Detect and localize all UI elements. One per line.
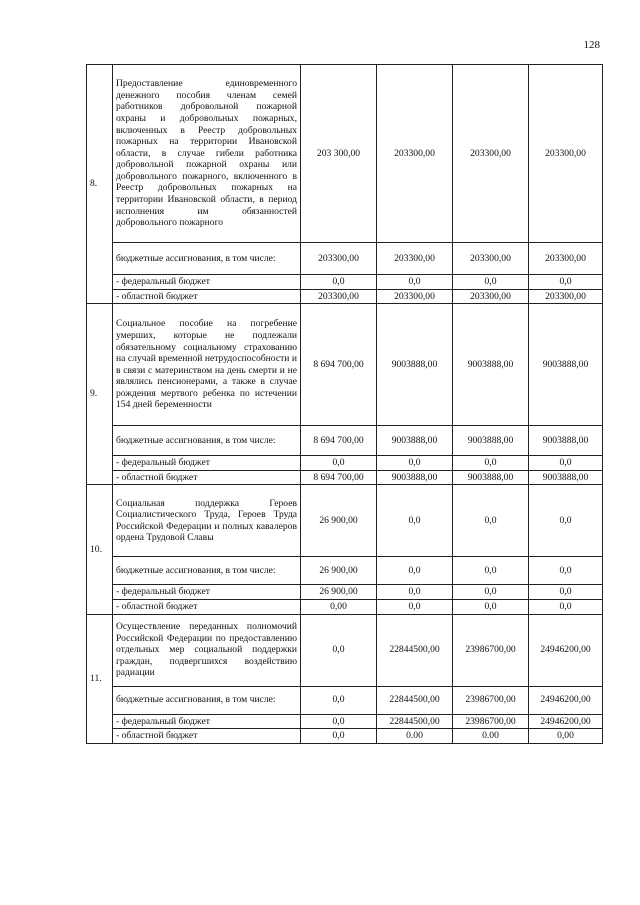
- amount-cell: 24946200,00: [529, 714, 603, 729]
- budget-line-label: - областной бюджет: [113, 729, 301, 744]
- amount-cell: 8 694 700,00: [301, 426, 377, 456]
- amount-cell: 203 300,00: [301, 65, 377, 243]
- amount-cell: 26 900,00: [301, 557, 377, 585]
- amount-cell: 0,0: [377, 275, 453, 290]
- amount-cell: 0,0: [453, 585, 529, 600]
- amount-cell: 203300,00: [529, 243, 603, 275]
- budget-line-label: бюджетные ассигнования, в том числе:: [113, 686, 301, 714]
- amount-cell: 0,0: [301, 614, 377, 686]
- measure-title: Осуществление переданных полномочий Российской Федерации по предоставлению отдельных мер социальной поддержки граждан, подвергшихся воздействию радиации: [113, 614, 301, 686]
- table-row: [87, 65, 603, 243]
- budget-table: [86, 64, 603, 744]
- amount-cell: 203300,00: [453, 65, 529, 243]
- table-row: [87, 456, 603, 471]
- amount-cell: 9003888,00: [453, 470, 529, 485]
- amount-cell: 0,0: [529, 456, 603, 471]
- amount-cell: 0,0: [529, 485, 603, 557]
- amount-cell: 23986700,00: [453, 714, 529, 729]
- table-row: [87, 585, 603, 600]
- amount-cell: 26 900,00: [301, 485, 377, 557]
- amount-cell: 0.00: [377, 729, 453, 744]
- amount-cell: 9003888,00: [377, 304, 453, 426]
- budget-line-label: бюджетные ассигнования, в том числе:: [113, 426, 301, 456]
- amount-cell: 0,0: [301, 456, 377, 471]
- budget-line-label: - областной бюджет: [113, 599, 301, 614]
- amount-cell: 0,0: [377, 557, 453, 585]
- amount-cell: 203300,00: [377, 243, 453, 275]
- measure-title: Предоставление единовременного денежного пособия членам семей работников добровольной пожарной охраны и добровольных пожарных, включенных в Реестр добровольных пожарных на территории Ивановской области, в случае гибели работника добровольной пожарной охраны или добровольного пожарного, включенного в Реестр добровольных пожарных на территории Ивановской области, в период исполнения им обязанностей добровольного пожарного: [113, 65, 301, 243]
- table-row: [87, 729, 603, 744]
- table-row: [87, 714, 603, 729]
- budget-line-label: - областной бюджет: [113, 289, 301, 304]
- table-row: [87, 557, 603, 585]
- budget-line-label: - федеральный бюджет: [113, 714, 301, 729]
- amount-cell: 9003888,00: [377, 426, 453, 456]
- table-row: [87, 289, 603, 304]
- table-row: [87, 243, 603, 275]
- amount-cell: 0,0: [529, 599, 603, 614]
- amount-cell: 203300,00: [377, 289, 453, 304]
- amount-cell: 24946200,00: [529, 686, 603, 714]
- amount-cell: 0,0: [301, 275, 377, 290]
- table-row: [87, 599, 603, 614]
- amount-cell: 9003888,00: [377, 470, 453, 485]
- amount-cell: 8 694 700,00: [301, 470, 377, 485]
- amount-cell: 22844500,00: [377, 614, 453, 686]
- amount-cell: 23986700,00: [453, 686, 529, 714]
- amount-cell: 26 900,00: [301, 585, 377, 600]
- amount-cell: 24946200,00: [529, 614, 603, 686]
- amount-cell: 0,0: [377, 585, 453, 600]
- row-number: 8.: [87, 65, 113, 304]
- budget-line-label: - областной бюджет: [113, 470, 301, 485]
- measure-title: Социальная поддержка Героев Социалистического Труда, Героев Труда Российской Федерации и полных кавалеров ордена Трудовой Славы: [113, 485, 301, 557]
- amount-cell: 0,0: [529, 275, 603, 290]
- amount-cell: 203300,00: [529, 65, 603, 243]
- page-number: 128: [583, 39, 600, 51]
- amount-cell: 203300,00: [453, 289, 529, 304]
- amount-cell: 203300,00: [377, 65, 453, 243]
- amount-cell: 22844500,00: [377, 686, 453, 714]
- amount-cell: 0,0: [301, 714, 377, 729]
- amount-cell: 9003888,00: [529, 304, 603, 426]
- amount-cell: 203300,00: [301, 243, 377, 275]
- amount-cell: 9003888,00: [529, 470, 603, 485]
- amount-cell: 9003888,00: [453, 426, 529, 456]
- amount-cell: 22844500,00: [377, 714, 453, 729]
- amount-cell: 0,00: [529, 729, 603, 744]
- amount-cell: 203300,00: [301, 289, 377, 304]
- amount-cell: 0,0: [529, 557, 603, 585]
- amount-cell: 203300,00: [529, 289, 603, 304]
- budget-line-label: - федеральный бюджет: [113, 275, 301, 290]
- amount-cell: 0,0: [453, 275, 529, 290]
- amount-cell: 9003888,00: [529, 426, 603, 456]
- amount-cell: 9003888,00: [453, 304, 529, 426]
- amount-cell: 0,0: [453, 557, 529, 585]
- amount-cell: 0,0: [301, 729, 377, 744]
- amount-cell: 0,0: [377, 485, 453, 557]
- amount-cell: 0,0: [453, 599, 529, 614]
- table-row: [87, 470, 603, 485]
- amount-cell: 0,0: [529, 585, 603, 600]
- amount-cell: 23986700,00: [453, 614, 529, 686]
- amount-cell: 0,0: [453, 456, 529, 471]
- amount-cell: 0,0: [453, 485, 529, 557]
- table-row: [87, 275, 603, 290]
- row-number: 10.: [87, 485, 113, 614]
- amount-cell: 203300,00: [453, 243, 529, 275]
- measure-title: Социальное пособие на погребение умерших, которые не подлежали обязательному социальному страхованию на случай временной нетрудоспособности и в связи с материнством на день смерти и не являлись пенсионерами, а также в случае рождения мертвого ребенка по истечении 154 дней беременности: [113, 304, 301, 426]
- table-row: [87, 614, 603, 686]
- budget-line-label: - федеральный бюджет: [113, 585, 301, 600]
- budget-line-label: - федеральный бюджет: [113, 456, 301, 471]
- row-number: 9.: [87, 304, 113, 485]
- amount-cell: 0,00: [301, 599, 377, 614]
- amount-cell: 0,0: [377, 456, 453, 471]
- row-number: 11.: [87, 614, 113, 743]
- table-row: [87, 426, 603, 456]
- amount-cell: 0,0: [301, 686, 377, 714]
- amount-cell: 8 694 700,00: [301, 304, 377, 426]
- budget-line-label: бюджетные ассигнования, в том числе:: [113, 243, 301, 275]
- table-row: [87, 304, 603, 426]
- amount-cell: 0.00: [453, 729, 529, 744]
- amount-cell: 0,0: [377, 599, 453, 614]
- table-row: [87, 485, 603, 557]
- budget-line-label: бюджетные ассигнования, в том числе:: [113, 557, 301, 585]
- budget-table-body: [87, 65, 603, 744]
- table-row: [87, 686, 603, 714]
